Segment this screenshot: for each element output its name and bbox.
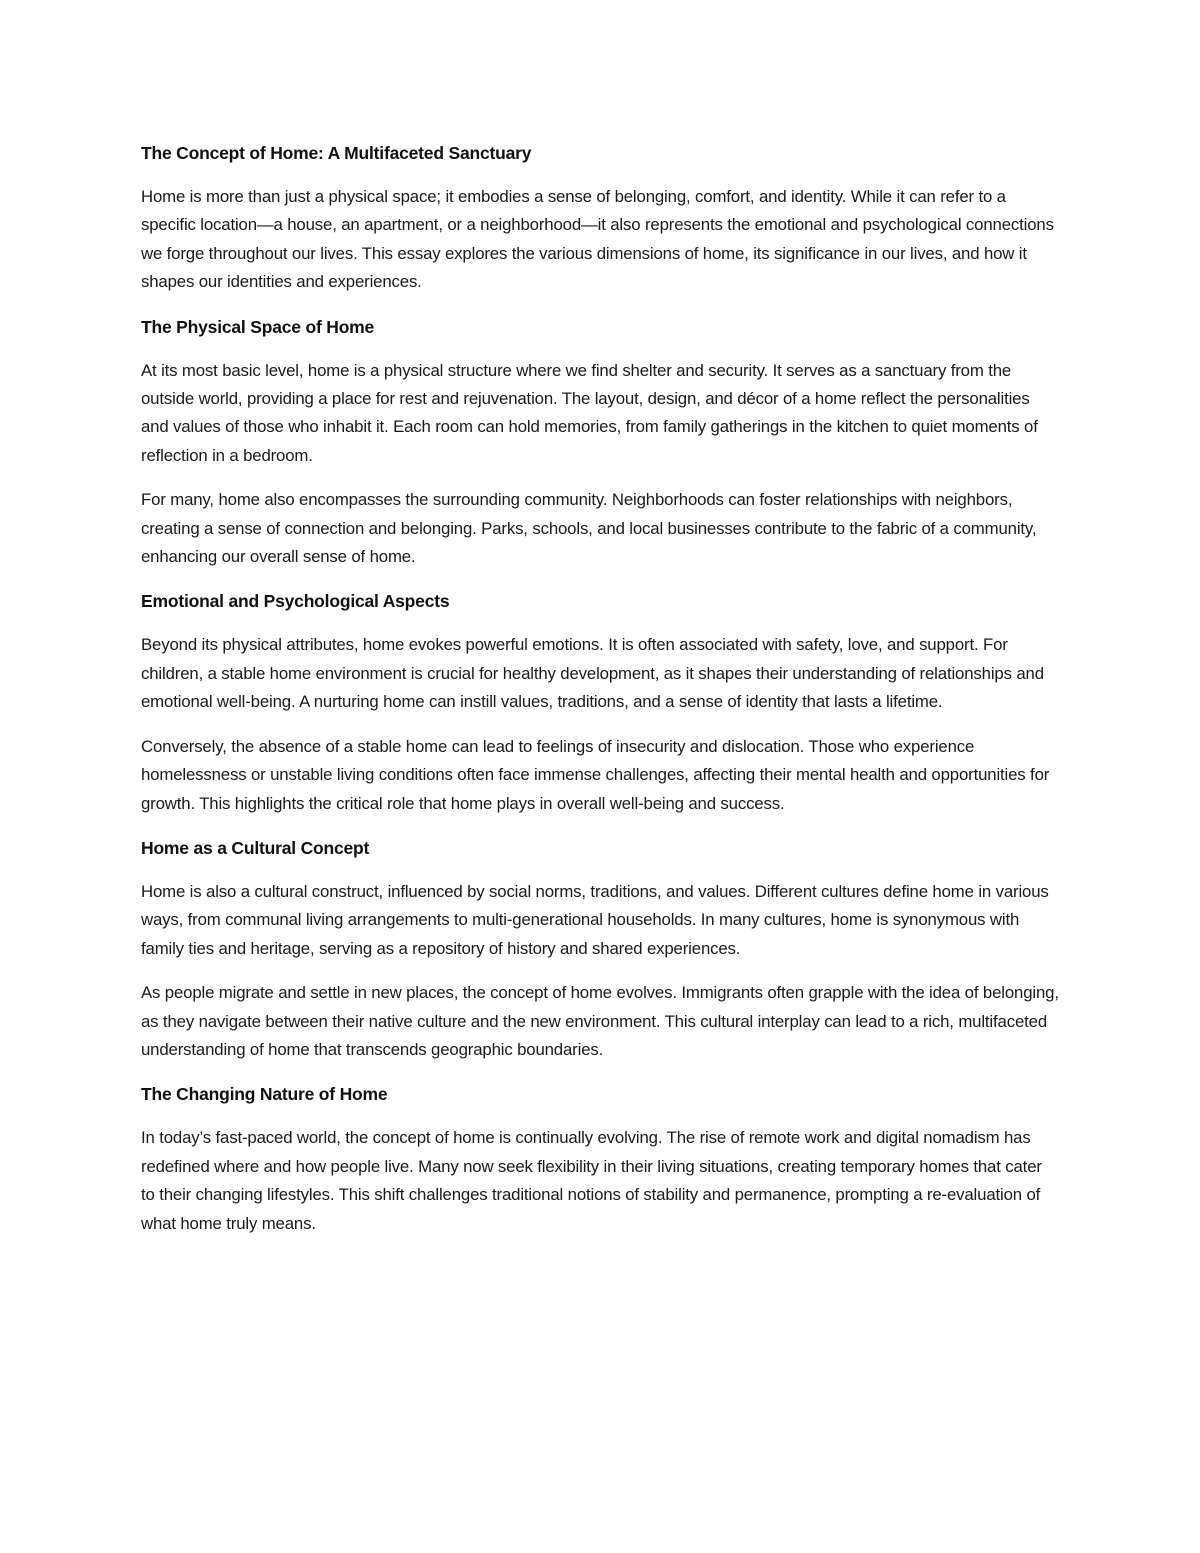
section-heading: The Changing Nature of Home [141,1084,388,1105]
section-paragraph: Beyond its physical attributes, home evokes powerful emotions. It is often associated with safety, love, and support. For children, a stable home environment is crucial for healthy development, as it shapes their understanding of relationships and emotional well-being. A nurturing home can instill values, traditions, and a sense of identity that lasts a lifetime. [141,635,1044,712]
section-physical-space [141,313,1059,572]
section-paragraph: At its most basic level, home is a physical structure where we find shelter and security. It serves as a sanctuary from the outside world, providing a place for rest and rejuvenation. The layout, design, and décor of a home reflect the personalities and values of those who inhabit it. Each room can hold memories, from family gatherings in the kitchen to quiet moments of reflection in a bedroom. [141,360,1038,465]
section-paragraph: Home is also a cultural construct, influenced by social norms, traditions, and values. Different cultures define home in various ways, from communal living arrangements to multi-generational households. In many cultures, home is synonymous with family ties and heritage, serving as a repository of history and shared experiences. [141,881,1049,958]
section-changing-nature [141,1080,1059,1238]
section-paragraph: As people migrate and settle in new places, the concept of home evolves. Immigrants often grapple with the idea of belonging, as they navigate between their native culture and the new environment. This cultural interplay can lead to a rich, multifaceted understanding of home that transcends geographic boundaries. [141,983,1059,1059]
section-heading: Emotional and Psychological Aspects [141,591,450,612]
section-heading: The Physical Space of Home [141,316,375,337]
section-paragraph: Conversely, the absence of a stable home can lead to feelings of insecurity and dislocation. Those who experience homelessness or unstable living conditions often face immense challenges, affecting their mental health and opportunities for growth. This highlights the critical role that home plays in overall well-being and success. [141,736,1050,813]
section-cultural-concept [141,834,1059,1064]
document-title: The Concept of Home: A Multifaceted Sanctuary [141,143,532,163]
section-emotional-aspects [141,587,1059,817]
section-heading: Home as a Cultural Concept [141,837,370,858]
document-body [141,139,1059,1254]
section-paragraph: In today’s fast-paced world, the concept of home is continually evolving. The rise of remote work and digital nomadism has redefined where and how people live. Many now seek flexibility in their living situations, creating temporary homes that cater to their changing lifestyles. This shift challenges traditional notions of stability and permanence, prompting a re-evaluation of what home truly means. [141,1128,1042,1233]
section-paragraph: For many, home also encompasses the surrounding community. Neighborhoods can foster relationships with neighbors, creating a sense of connection and belonging. Parks, schools, and local businesses contribute to the fabric of a community, enhancing our overall sense of home. [141,490,1037,567]
intro-paragraph: Home is more than just a physical space; it embodies a sense of belonging, comfort, and identity. While it can refer to a specific location—a house, an apartment, or a neighborhood—it also represents the emotional and psychological connections we forge throughout our lives. This essay explores the various dimensions of home, its significance in our lives, and how it shapes our identities and experiences. [141,187,1054,292]
